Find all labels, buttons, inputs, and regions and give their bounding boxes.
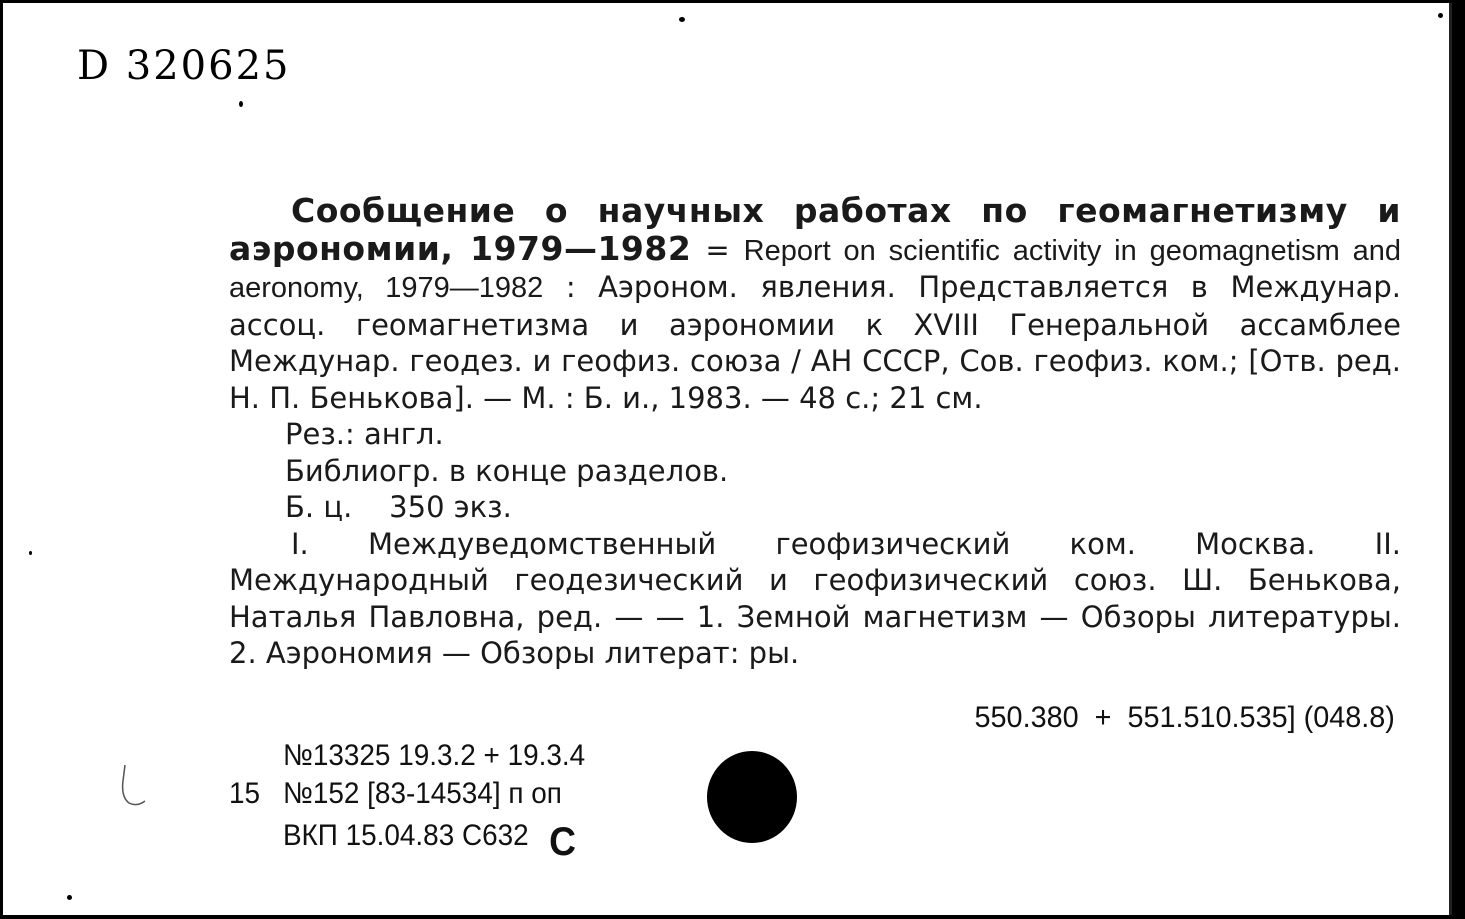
main-description — [229, 193, 1401, 416]
footer-number-2: №152 [83-14534] п оп — [282, 777, 562, 810]
footer-mark: С — [549, 820, 576, 864]
tracings: I. Междуведомственный геофизический ком. Москва. II. Международный геодезический и геофизический союз. Ш. Бенькова, Наталья Павловна, ред. — — 1. Земной магнетизм — Обзоры литературы. 2. Аэрономия — Обзоры литерат: ры. — [229, 526, 1401, 670]
note-summary: Рез.: англ. — [285, 417, 444, 451]
filled-circle-mark — [707, 751, 797, 843]
footer-line-3 — [229, 813, 585, 864]
entry-title: Сообщение о научных работах по геомагнетизму и аэрономии, 1979—1982 — [229, 191, 1401, 268]
pencil-scribble-icon — [115, 763, 149, 813]
footer-line-1 — [229, 737, 585, 775]
footer-count: 15 — [229, 777, 261, 810]
publication-details: : Аэроном. явления. Представляется в Междунар. ассоц. геомагнетизма и аэрономии к XVIII Генеральной ассамблее Междунар. геодез. и геофиз. союза / АН СССР, Сов. геофиз. ком.; [Отв. ред. Н. П. Бенькова]. — М. : Б. и., 1983. — 48 с.; 21 см. — [229, 270, 1402, 415]
udc-classification: 550.380 + 551.510.535] (048.8) — [974, 701, 1395, 734]
note-bibliography: Библиогр. в конце разделов. — [285, 453, 729, 488]
handwritten-call-number: D 320625 — [77, 43, 291, 89]
equals-sign: = — [705, 232, 730, 267]
bibliographic-entry — [229, 193, 1401, 672]
footer-number-1: №13325 19.3.2 + 19.3.4 — [282, 739, 586, 772]
note-price-copies: Б. ц. 350 экз. — [285, 490, 512, 524]
footer-line-2 — [229, 775, 585, 813]
card-footer — [229, 737, 586, 864]
footer-vkp-date: ВКП 15.04.83 С632 — [282, 819, 529, 852]
catalog-card — [3, 3, 1452, 915]
parallel-title: Report on scientific activity in geomagnetism and aeronomy, 1979—1982 — [229, 234, 1402, 304]
